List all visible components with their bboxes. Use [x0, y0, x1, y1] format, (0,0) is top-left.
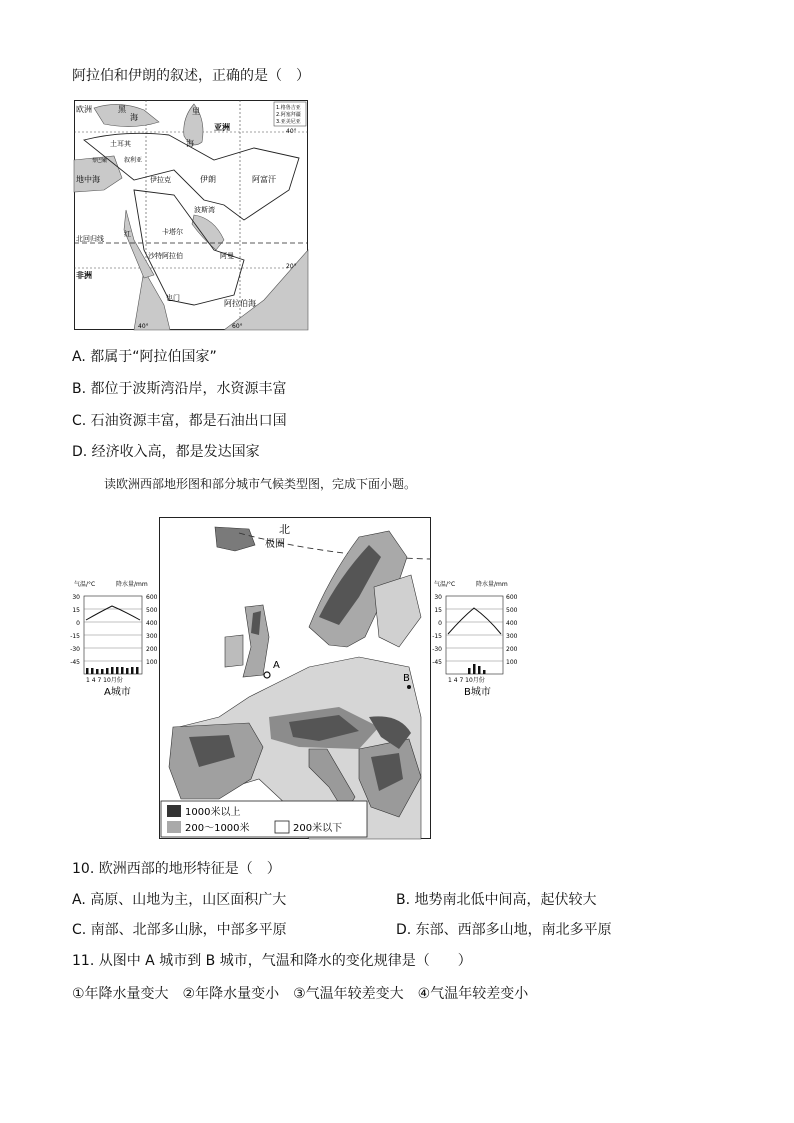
a-t-tick: -15	[70, 633, 80, 640]
q9-option-a[interactable]: A. 都属于“阿拉伯国家”	[72, 349, 217, 365]
europe-terrain-map	[159, 517, 431, 839]
a-p-tick: 600	[146, 594, 158, 601]
q9-option-c[interactable]: C. 石油资源丰富，都是石油出口国	[72, 413, 287, 429]
legend-swatch-high	[167, 805, 181, 817]
b-p-tick: 100	[506, 659, 518, 666]
b-p-tick: 200	[506, 646, 518, 653]
q10-option-d[interactable]: D. 东部、西部多山地，南北多平原	[396, 922, 612, 938]
climate-a-precip-label: 降水量/mm	[116, 581, 148, 588]
legend-swatch-mid	[167, 821, 181, 833]
legend-azerbaijan: 2.阿塞拜疆	[276, 112, 301, 118]
climate-a-months: 1 4 7 10月份	[86, 677, 123, 684]
intro-text: 读欧洲西部地形图和部分城市气候类型图，完成下面小题。	[104, 477, 417, 491]
label-red: 红	[124, 230, 131, 238]
legend-georgia: 1.格鲁吉亚	[276, 105, 301, 111]
city-b-label: B	[403, 673, 410, 684]
label-iran: 伊朗	[200, 175, 216, 184]
a-t-tick: 30	[72, 594, 80, 601]
q10-option-a[interactable]: A. 高原、山地为主，山区面积广大	[72, 892, 287, 908]
legend-low: 200米以下	[293, 823, 343, 834]
q10-option-c[interactable]: C. 南部、北部多山脉，中部多平原	[72, 922, 287, 938]
b-t-tick: -45	[432, 659, 442, 666]
label-afghan: 阿富汗	[252, 175, 276, 184]
label-saudi: 沙特阿拉伯	[148, 252, 183, 260]
label-iraq: 伊拉克	[150, 176, 171, 184]
label-tropic: 北回归线	[76, 235, 104, 243]
q9-option-b[interactable]: B. 都位于波斯湾沿岸，水资源丰富	[72, 381, 287, 397]
label-europe: 欧洲	[76, 105, 92, 114]
label-asia: 亚洲	[214, 123, 230, 132]
middle-east-map	[74, 100, 308, 330]
label-yemen: 也门	[166, 294, 180, 302]
label-gulf: 波斯湾	[194, 206, 215, 214]
label-qatar: 卡塔尔	[162, 228, 183, 236]
b-t-tick: -30	[432, 646, 442, 653]
q9-option-d[interactable]: D. 经济收入高，都是发达国家	[72, 444, 260, 460]
a-p-tick: 100	[146, 659, 158, 666]
label-sea-2: 海	[186, 139, 194, 148]
a-t-tick: -30	[70, 646, 80, 653]
b-p-tick: 600	[506, 594, 518, 601]
a-t-tick: 0	[76, 620, 80, 627]
label-black: 黑	[118, 105, 126, 114]
a-p-tick: 400	[146, 620, 158, 627]
arctic-label-bei: 北	[279, 523, 290, 536]
label-oman: 阿曼	[220, 252, 234, 260]
q10-stem: 10. 欧洲西部的地形特征是（ ）	[72, 861, 281, 877]
label-turkey: 土耳其	[110, 140, 131, 148]
climate-chart-a	[72, 578, 158, 700]
legend-armenia: 3.亚美尼亚	[276, 119, 301, 125]
label-syria: 叙利亚	[124, 157, 143, 164]
label-lon40: 40°	[138, 323, 149, 330]
a-p-tick: 300	[146, 633, 158, 640]
b-t-tick: 0	[438, 620, 442, 627]
a-p-tick: 200	[146, 646, 158, 653]
legend-swatch-low	[275, 821, 289, 833]
label-lat20: 20°	[286, 263, 297, 270]
climate-b-precip-label: 降水量/mm	[476, 581, 508, 588]
label-arabian-sea: 阿拉伯海	[224, 299, 256, 308]
b-p-tick: 400	[506, 620, 518, 627]
climate-chart-b	[432, 578, 520, 700]
climate-a-caption: A城市	[104, 687, 131, 698]
label-lat40: 40°	[286, 128, 297, 135]
legend-mid: 200～1000米	[185, 823, 250, 834]
climate-b-months: 1 4 7 10月份	[448, 677, 485, 684]
b-p-tick: 500	[506, 607, 518, 614]
legend-high: 1000米以上	[185, 807, 241, 818]
label-li: 里	[192, 107, 200, 116]
climate-b-temp-label: 气温/°C	[434, 581, 456, 588]
label-sea-1: 海	[130, 113, 138, 122]
b-t-tick: 15	[434, 607, 442, 614]
climate-a-temp-label: 气温/°C	[74, 581, 96, 588]
q9-stem: 阿拉伯和伊朗的叙述，正确的是（ ）	[72, 68, 310, 84]
q10-option-b[interactable]: B. 地势南北低中间高，起伏较大	[396, 892, 597, 908]
b-p-tick: 300	[506, 633, 518, 640]
climate-b-caption: B城市	[464, 687, 491, 698]
label-lon60: 60°	[232, 323, 243, 330]
label-africa: 非洲	[76, 271, 92, 280]
a-t-tick: 15	[72, 607, 80, 614]
a-p-tick: 500	[146, 607, 158, 614]
city-a-label: A	[273, 660, 280, 671]
label-med: 地中海	[76, 175, 100, 184]
q11-choices: ①年降水量变大 ②年降水量变小 ③气温年较差变大 ④气温年较差变小	[72, 986, 529, 1002]
b-t-tick: -15	[432, 633, 442, 640]
b-t-tick: 30	[434, 594, 442, 601]
a-t-tick: -45	[70, 659, 80, 666]
arctic-label-ji: 极	[265, 539, 275, 550]
q11-stem: 11. 从图中 A 城市到 B 城市，气温和降水的变化规律是（ ）	[72, 953, 472, 969]
label-lebanon: 黎巴嫩	[92, 158, 108, 164]
arctic-label-quan: 圈	[275, 539, 285, 550]
